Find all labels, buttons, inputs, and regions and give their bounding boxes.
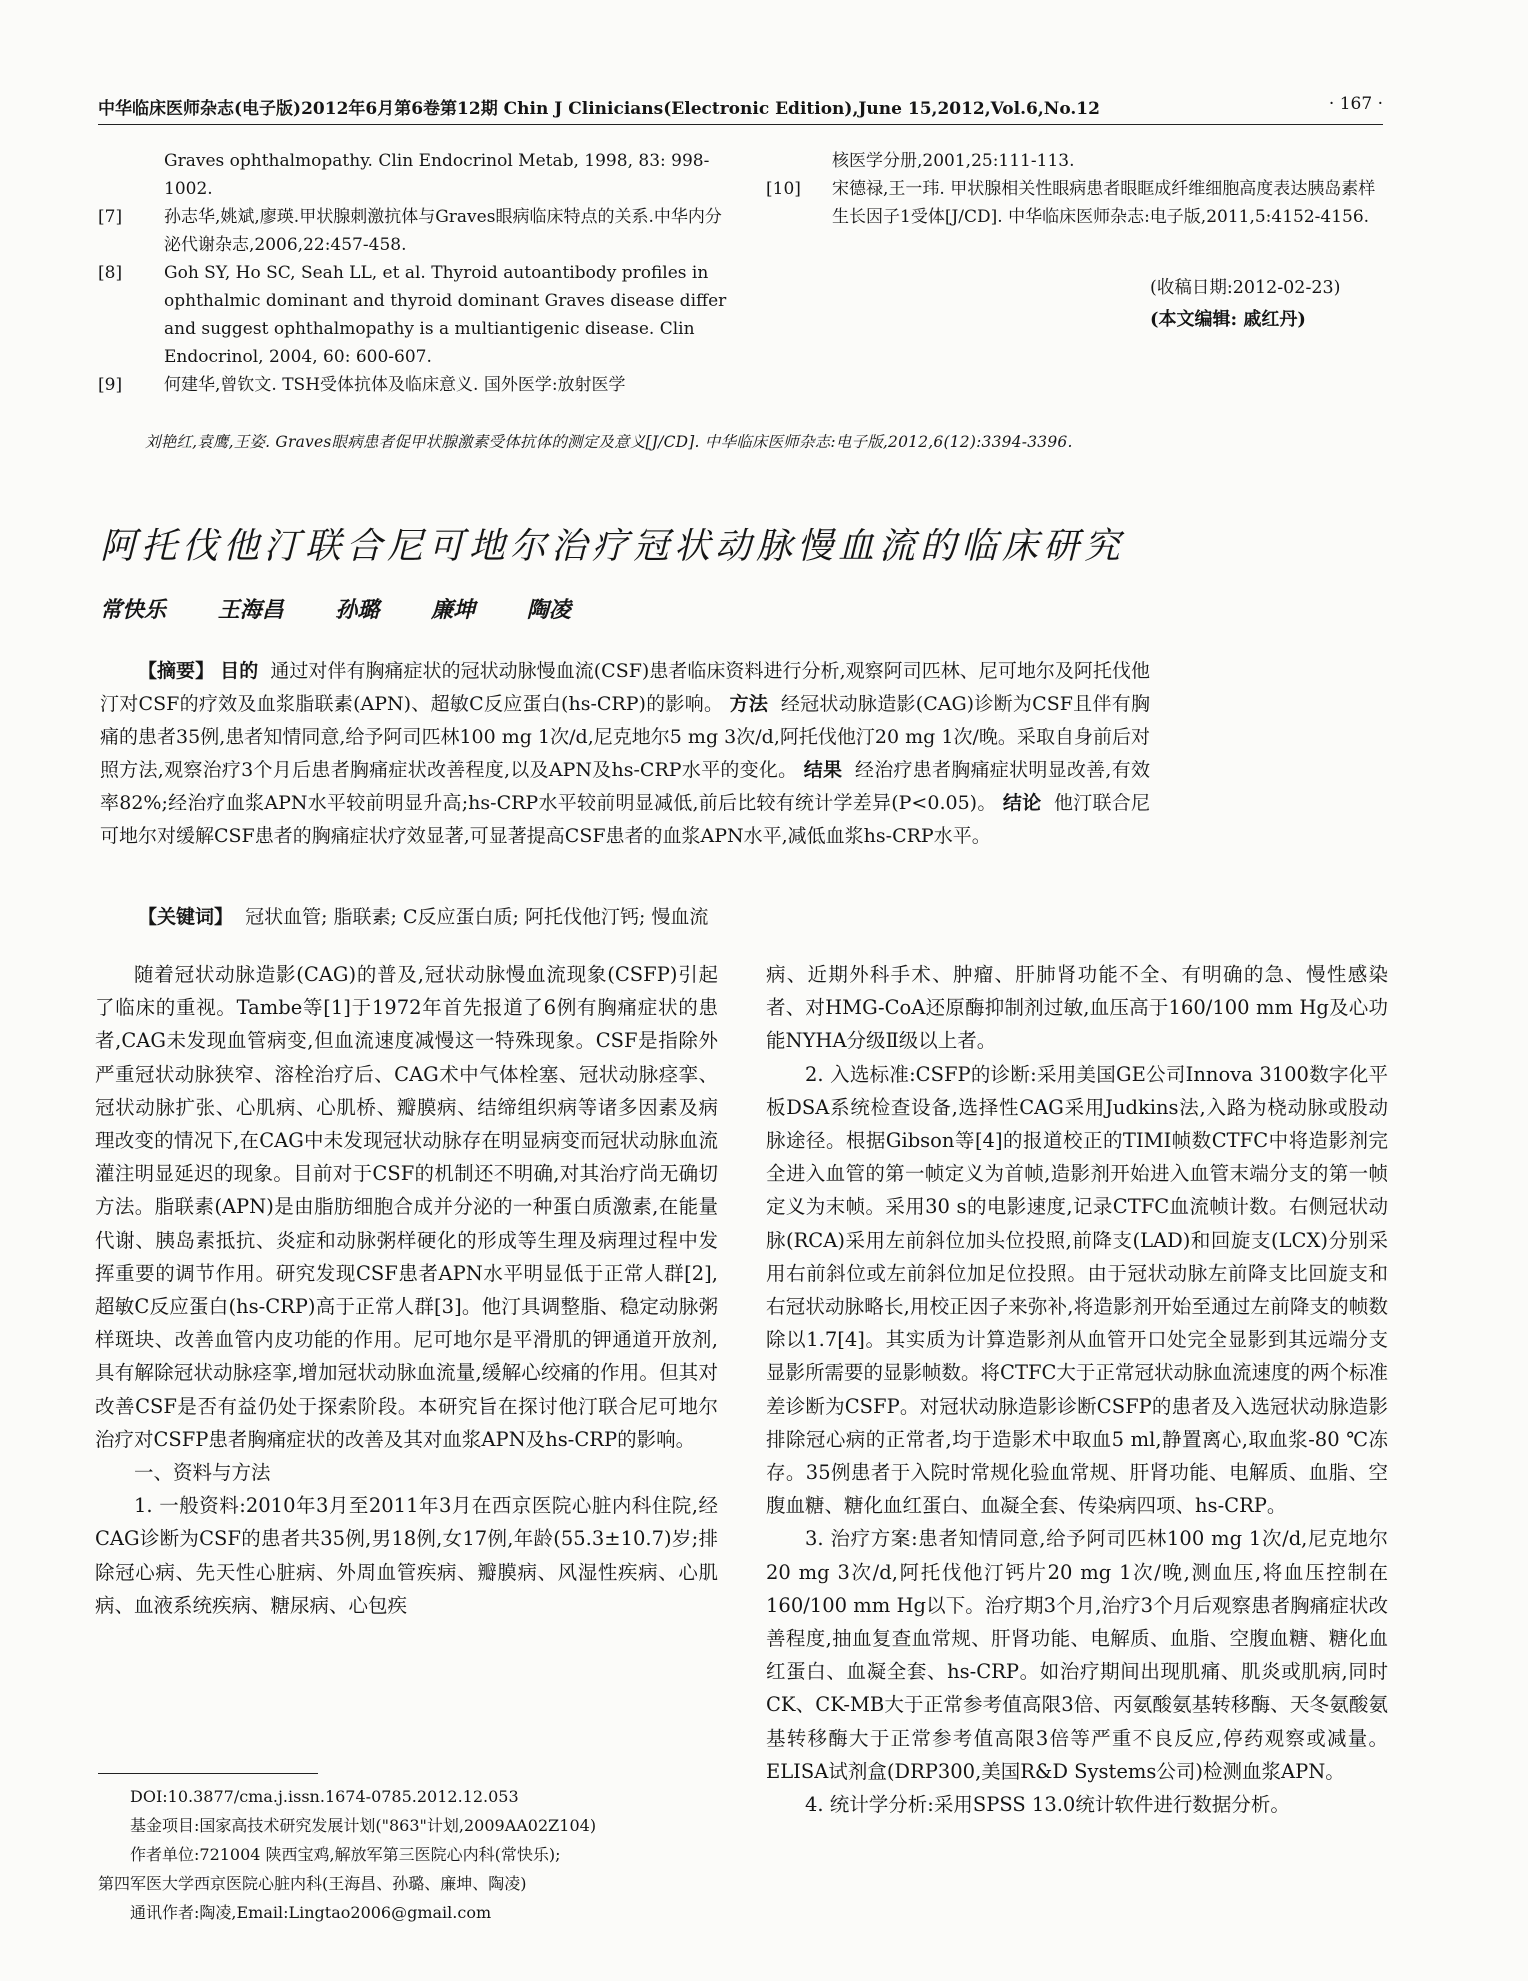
intro-paragraph: 随着冠状动脉造影(CAG)的普及,冠状动脉慢血流现象(CSFP)引起了临床的重视。Tambe等[1]于1972年首先报道了6例有胸痛症状的患者,CAG未发现血管病变,但血流速度减慢这一特殊现象。CSF是指除外严重冠状动脉狭窄、溶栓治疗后、CAG术中气体栓塞、冠状动脉痉挛、冠状动脉扩张、心肌病、心肌桥、瓣膜病、结缔组织病等诸多因素及病理改变的情况下,在CAG中未发现冠状动脉存在明显病变而冠状动脉血流灌注明显延迟的现象。目前对于CSF的机制还不明确,对其治疗尚无确切方法。脂联素(APN)是由脂肪细胞合成并分泌的一种蛋白质激素,在能量代谢、胰岛素抵抗、炎症和动脉粥样硬化的形成等生理及病理过程中发挥重要的调节作用。研究发现CSF患者APN水平明显低于正常人群[2],超敏C反应蛋白(hs-CRP)高于正常人群[3]。他汀具调整脂、稳定动脉粥样斑块、改善血管内皮功能的作用。尼可地尔是平滑肌的钾通道开放剂,具有解除冠状动脉痉挛,增加冠状动脉血流量,缓解心绞痛的作用。但其对改善CSF是否有益仍处于探索阶段。本研究旨在探讨他汀联合尼可地尔治疗对CSFP患者胸痛症状的改善及其对血浆APN及hs-CRP的影响。 [95, 963, 718, 1451]
editor: (本文编辑: 戚红丹) [1150, 309, 1306, 330]
reference-item: [8] Goh SY, Ho SC, Seah LL, et al. Thyroid autoantibody profiles in ophthalmic dominant and thyroid dominant Graves disease differ and suggest ophthalmopathy is a multiantigenic disease. Clin Endocrinol, 2004, 60: 600-607. [98, 263, 727, 367]
header-rule [98, 124, 1383, 125]
author: 常快乐 [100, 597, 167, 623]
methods-label: 方法 [729, 693, 769, 715]
abstract-label: 【摘要】 [138, 660, 215, 682]
affiliation-2: 第四军医大学西京医院心脏内科(王海昌、孙璐、廉坤、陶凌) [98, 1874, 527, 1893]
affiliation: 作者单位:721004 陕西宝鸡,解放军第三医院心内科(常快乐); [130, 1845, 561, 1864]
keywords-text: 冠状血管; 脂联素; C反应蛋白质; 阿托伐他汀钙; 慢血流 [245, 906, 709, 928]
references-left [98, 147, 730, 399]
keywords [138, 902, 1158, 929]
reference-item: [10] 宋德禄,王一玮. 甲状腺相关性眼病患者眼眶成纤维细胞高度表达胰岛素样生长因子1受体[J/CD]. 中华临床医师杂志:电子版,2011,5:4152-4156. [766, 179, 1376, 227]
body-left-column [95, 958, 718, 1622]
article-title: 阿托伐他汀联合尼可地尔治疗冠状动脉慢血流的临床研究 [100, 526, 1126, 567]
reference-item: [7] 孙志华,姚斌,廖瑛.甲状腺刺激抗体与Graves眼病临床特点的关系.中华内分泌代谢杂志,2006,22:457-458. [98, 207, 722, 255]
author: 陶凌 [526, 597, 571, 623]
page-number: · 167 · [1328, 94, 1383, 114]
abstract [100, 655, 1150, 853]
treatment-paragraph: 3. 治疗方案:患者知情同意,给予阿司匹林100 mg 1次/d,尼克地尔20 mg 3次/d,阿托伐他汀钙片20 mg 1次/晚,测血压,将血压控制在160/100 mm Hg以下。治疗期3个月,治疗3个月后观察患者胸痛症状改善程度,抽血复查血常规、肝肾功能、电解质、血脂、空腹血糖、糖化血红蛋白、血凝全套、hs-CRP。如治疗期间出现肌痛、肌炎或肌病,同时CK、CK-MB大于正常参考值高限3倍、丙氨酸氨基转移酶、天冬氨酸氨基转移酶大于正常参考值高限3倍等严重不良反应,停药观察或减量。ELISA试剂盒(DRP300,美国R&D Systems公司)检测血浆APN。 [766, 1527, 1388, 1783]
conclusion-label: 结论 [1002, 792, 1042, 814]
journal-header: 中华临床医师杂志(电子版)2012年6月第6卷第12期 Chin J Clinicians(Electronic Edition),June 15,2012,Vol.6,No.12 [98, 99, 1100, 119]
citation-line: 刘艳红,袁鹰,王姿. Graves眼病患者促甲状腺激素受体抗体的测定及意义[J/CD]. 中华临床医师杂志:电子版,2012,6(12):3394-3396. [145, 433, 1073, 451]
inclusion-paragraph: 2. 入选标准:CSFP的诊断:采用美国GE公司Innova 3100数字化平板DSA系统检查设备,选择性CAG采用Judkins法,入路为桡动脉或股动脉途径。根据Gibson等[4]的报道校正的TIMI帧数CTFC中将造影剂完全进入血管的第一帧定义为首帧,造影剂开始进入血管末端分支的第一帧定义为末帧。采用30 s的电影速度,记录CTFC血流帧计数。右侧冠状动脉(RCA)采用左前斜位加头位投照,前降支(LAD)和回旋支(LCX)分别采用右前斜位或左前斜位加足位投照。由于冠状动脉左前降支比回旋支和右冠状动脉略长,用校正因子来弥补,将造影剂开始至通过左前降支的帧数除以1.7[4]。其实质为计算造影剂从血管开口处完全显影到其远端分支显影所需要的显影帧数。将CTFC大于正常冠状动脉血流速度的两个标准差诊断为CSFP。对冠状动脉造影诊断CSFP的患者及入选冠状动脉造影排除冠心病的正常者,均于造影术中取血5 ml,静置离心,取血浆-80 ℃冻存。35例患者于入院时常规化验血常规、肝肾功能、电解质、血脂、空腹血糖、糖化血红蛋白、血凝全套、传染病四项、hs-CRP。 [766, 1062, 1388, 1518]
results-label: 结果 [803, 759, 843, 781]
methods-text: 经冠状动脉造影(CAG)诊断为CSF且伴有胸痛的患者35例,患者知情同意,给予阿司匹林100 mg 1次/d,尼克地尔5 mg 3次/d,阿托伐他汀20 mg 1次/晚。采取自身前后对照方法,观察治疗3个月后患者胸痛症状改善程度,以及APN及hs-CRP水平的变化。 [100, 693, 1151, 781]
author-list [100, 593, 615, 624]
running-header [98, 94, 1383, 124]
conclusion-text: 他汀联合尼可地尔对缓解CSF患者的胸痛症状疗效显著,可显著提高CSF患者的血浆APN水平,减低血浆hs-CRP水平。 [100, 792, 1150, 847]
keywords-label: 【关键词】 [138, 906, 234, 928]
section-heading: 一、资料与方法 [134, 1461, 271, 1485]
objective-text: 通过对伴有胸痛症状的冠状动脉慢血流(CSF)患者临床资料进行分析,观察阿司匹林、尼可地尔及阿托伐他汀对CSF的疗效及血浆脂联素(APN)、超敏C反应蛋白(hs-CRP)的影响。 [100, 660, 1150, 715]
general-data-paragraph: 1. 一般资料:2010年3月至2011年3月在西京医院心脏内科住院,经CAG诊断为CSF的患者共35例,男18例,女17例,年龄(55.3±10.7)岁;排除冠心病、先天性心脏病、外周血管疾病、瓣膜病、风湿性疾病、心肌病、血液系统疾病、糖尿病、心包疾 [95, 1494, 718, 1617]
funding: 基金项目:国家高技术研究发展计划("863"计划,2009AA02Z104) [130, 1816, 597, 1835]
author: 王海昌 [217, 597, 284, 623]
corresponding-author: 通讯作者:陶凌,Email:Lingtao2006@gmail.com [130, 1903, 492, 1922]
results-text: 经治疗患者胸痛症状明显改善,有效率82%;经治疗血浆APN水平较前明显升高;hs-CRP水平较前明显减低,前后比较有统计学差异(P<0.05)。 [100, 759, 1150, 814]
statistics-paragraph: 4. 统计学分析:采用SPSS 13.0统计软件进行数据分析。 [805, 1793, 1290, 1817]
doi: DOI:10.3877/cma.j.issn.1674-0785.2012.12.053 [130, 1787, 519, 1806]
reference-item: [9] 何建华,曾钦文. TSH受体抗体及临床意义. 国外医学:放射医学 [98, 375, 626, 395]
reference-item: 核医学分册,2001,25:111-113. [832, 151, 1075, 171]
footnote-rule [98, 1773, 318, 1774]
references-right [766, 147, 1388, 231]
objective-label: 目的 [220, 660, 259, 682]
reference-item: Graves ophthalmopathy. Clin Endocrinol Metab, 1998, 83: 998-1002. [164, 151, 710, 199]
received-date: (收稿日期:2012-02-23) [1150, 278, 1341, 298]
exclusion-paragraph: 病、近期外科手术、肿瘤、肝肺肾功能不全、有明确的急、慢性感染者、对HMG-CoA还原酶抑制剂过敏,血压高于160/100 mm Hg及心功能NYHA分级Ⅱ级以上者。 [766, 963, 1388, 1053]
author: 廉坤 [431, 597, 476, 623]
body-right-column [766, 958, 1388, 1821]
author: 孙璐 [335, 597, 380, 623]
footnotes [98, 1782, 728, 1927]
